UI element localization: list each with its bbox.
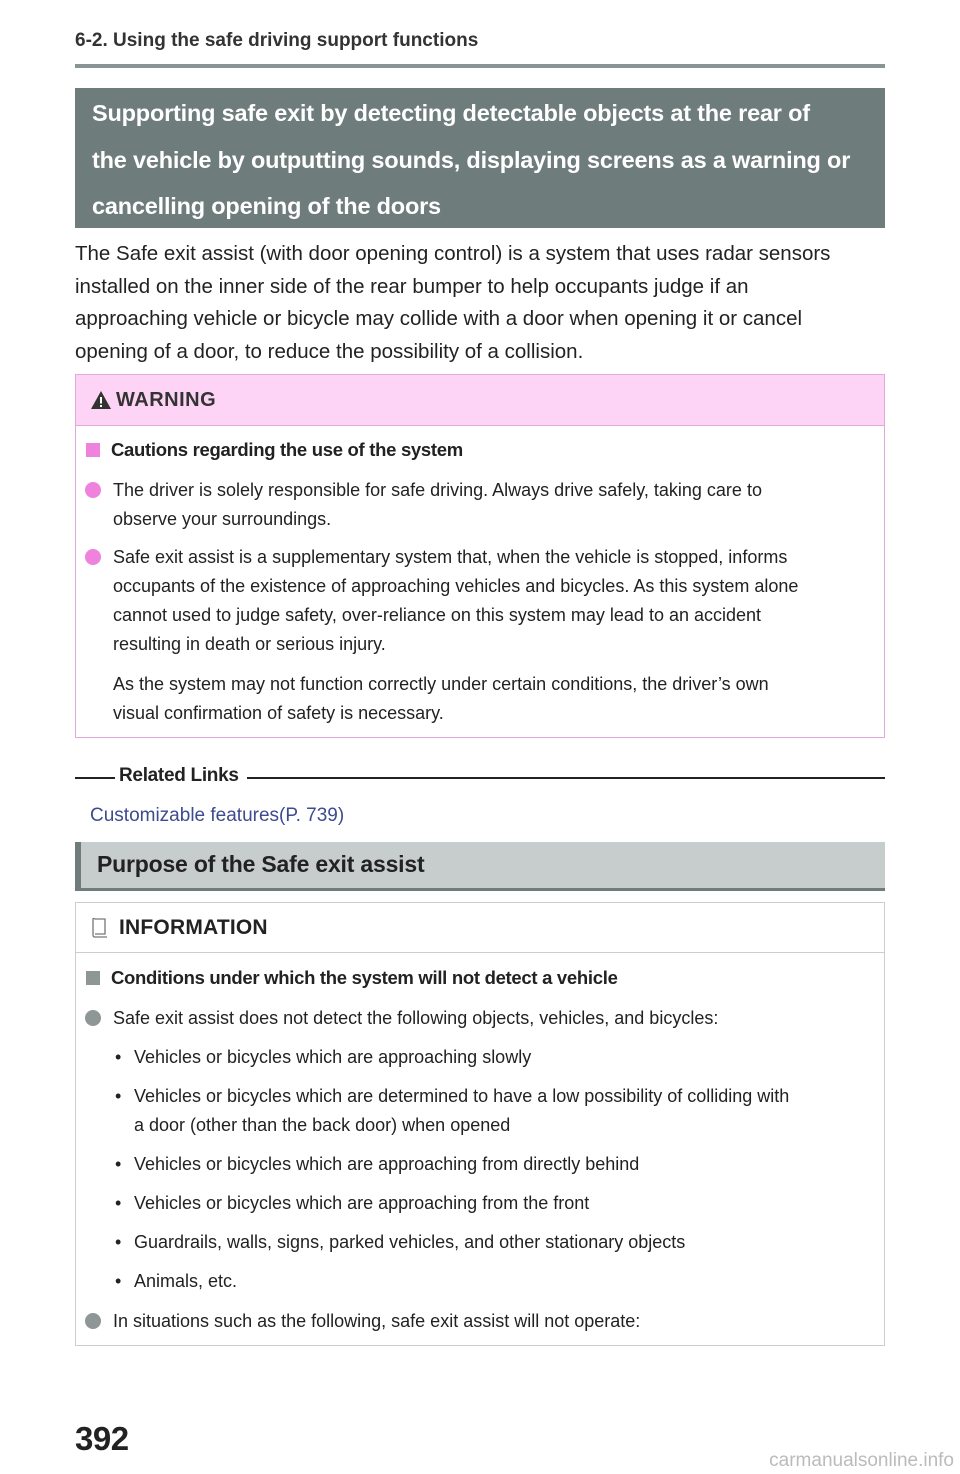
text-line: Animals, etc. <box>134 1271 238 1291</box>
intro-line-3: approaching vehicle or bicycle may collide with a door when opening it or cancel <box>75 307 803 330</box>
sub-bullet-3 <box>115 1150 872 1179</box>
divider <box>247 777 885 779</box>
warning-triangle-icon <box>90 390 112 410</box>
sub-bullet-4 <box>115 1189 872 1218</box>
warning-title: WARNING <box>116 388 217 411</box>
title-line-1: Supporting safe exit by detecting detectable objects at the rear of <box>92 100 810 126</box>
text-line: Vehicles or bicycles which are determined to have a low possibility of colliding with <box>134 1086 790 1106</box>
warning-header <box>76 375 884 426</box>
purpose-rule <box>75 888 885 891</box>
related-link[interactable]: Customizable features(P. 739) <box>90 805 345 826</box>
watermark: carmanualsonline.info <box>769 1450 954 1471</box>
text-line: Guardrails, walls, signs, parked vehicles, and other stationary objects <box>134 1232 686 1252</box>
text-line: Safe exit assist does not detect the following objects, vehicles, and bicycles: <box>113 1008 719 1028</box>
text-line: Safe exit assist is a supplementary system that, when the vehicle is stopped, informs <box>113 547 788 567</box>
bullet-marker: • <box>115 1154 122 1174</box>
warning-subheading-text: Cautions regarding the use of the system <box>111 439 463 460</box>
sub-bullet-2-text <box>134 1082 789 1140</box>
purpose-title: Purpose of the Safe exit assist <box>97 851 425 877</box>
information-box <box>75 902 885 1346</box>
grey-square-icon <box>86 971 100 985</box>
information-bullet-1 <box>85 1004 872 1033</box>
intro-paragraph <box>75 238 887 368</box>
sub-bullet-6 <box>115 1267 872 1296</box>
text-line: occupants of the existence of approaching vehicles and bicycles. As this system alone <box>113 576 799 596</box>
sub-bullet-1 <box>115 1043 872 1072</box>
pink-dot-icon <box>85 549 101 565</box>
warning-note <box>113 670 872 728</box>
text-line: cannot used to judge safety, over-reliance on this system may lead to an accident <box>113 605 762 625</box>
text-line: In situations such as the following, safe exit assist will not operate: <box>113 1311 641 1331</box>
pink-dot-icon <box>85 482 101 498</box>
pink-square-icon <box>86 443 100 457</box>
related-links-heading <box>75 764 885 792</box>
text-line: The driver is solely responsible for safe driving. Always drive safely, taking care to <box>113 480 762 500</box>
information-title: INFORMATION <box>119 915 268 939</box>
title-line-3: cancelling opening of the doors <box>92 193 441 219</box>
information-subheading-text: Conditions under which the system will not detect a vehicle <box>111 967 618 988</box>
purpose-banner <box>75 842 885 889</box>
warning-bullet-1-text <box>113 476 762 534</box>
information-header <box>76 903 884 953</box>
warning-subheading <box>86 439 463 461</box>
sub-bullet-5 <box>115 1228 872 1257</box>
bullet-marker: • <box>115 1047 122 1067</box>
bullet-marker: • <box>115 1271 122 1291</box>
bullet-marker: • <box>115 1232 122 1252</box>
text-line: observe your surroundings. <box>113 509 332 529</box>
text-line: As the system may not function correctly under certain conditions, the driver’s own <box>113 674 769 694</box>
text-line: a door (other than the back door) when opened <box>134 1115 511 1135</box>
grey-dot-icon <box>85 1010 101 1026</box>
warning-bullet-1 <box>85 476 872 534</box>
sub-bullet-2 <box>115 1082 872 1140</box>
intro-line-1: The Safe exit assist (with door opening control) is a system that uses radar sensors <box>75 242 831 265</box>
divider <box>75 777 115 779</box>
page-number: 392 <box>75 1420 129 1457</box>
text-line: resulting in death or serious injury. <box>113 634 386 654</box>
information-bullet-2 <box>85 1307 872 1336</box>
bullet-marker: • <box>115 1193 122 1213</box>
text-line: Vehicles or bicycles which are approaching from directly behind <box>134 1154 640 1174</box>
text-line: visual confirmation of safety is necessary. <box>113 703 444 723</box>
text-line: Vehicles or bicycles which are approaching slowly <box>134 1047 532 1067</box>
header-rule <box>75 64 885 68</box>
information-subheading <box>86 967 618 989</box>
warning-bullet-2-text <box>113 543 798 659</box>
info-book-icon <box>90 917 110 939</box>
text-line: Vehicles or bicycles which are approaching from the front <box>134 1193 590 1213</box>
grey-dot-icon <box>85 1313 101 1329</box>
warning-box <box>75 374 885 738</box>
related-links-label: Related Links <box>119 765 239 786</box>
title-line-2: the vehicle by outputting sounds, displaying screens as a warning or <box>92 146 851 173</box>
title-banner <box>75 88 885 228</box>
intro-line-2: installed on the inner side of the rear bumper to help occupants judge if an <box>75 274 749 298</box>
warning-bullet-2 <box>85 543 872 659</box>
section-header: 6-2. Using the safe driving support functions <box>75 30 479 51</box>
bullet-marker: • <box>115 1086 122 1106</box>
intro-line-4: opening of a door, to reduce the possibility of a collision. <box>75 339 584 363</box>
